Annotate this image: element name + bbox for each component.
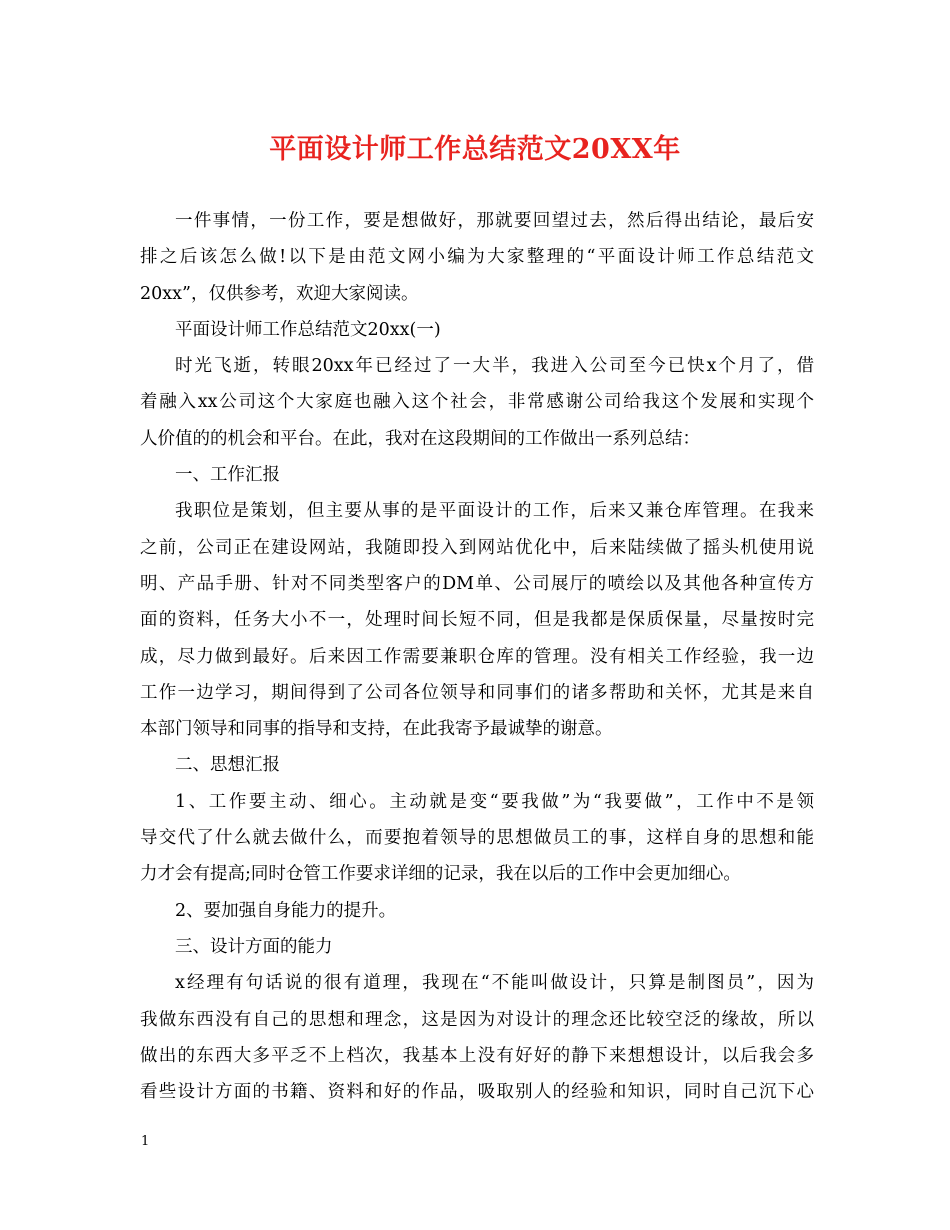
body-line: 明、产品手册、针对不同类型客户的DM单、公司展厅的喷绘以及其他各种宣传方 [140,573,814,594]
body-line: 一件事情，一份工作，要是想做好，那就要回望过去，然后得出结论，最后安 [175,211,814,231]
body-line: 看些设计方面的书籍、资料和好的作品，吸取别人的经验和知识，同时自己沉下心 [140,1082,814,1103]
document-body [140,203,814,1110]
document-title: 平面设计师工作总结范文20XX年 [269,134,681,165]
body-line: 我职位是策划，但主要从事的是平面设计的工作，后来又兼仓库管理。在我来 [175,501,814,522]
page-number: 1 [141,1134,150,1149]
body-line: 1、工作要主动、细心。主动就是变“要我做”为“我要做”，工作中不是领 [175,791,814,812]
body-line: 成，尽力做到最好。后来因工作需要兼职仓库的管理。没有相关工作经验，我一边 [140,646,814,667]
body-line: 本部门领导和同事的指导和支持，在此我寄予最诚挚的谢意。 [140,719,613,740]
body-line: 之前，公司正在建设网站，我随即投入到网站优化中，后来陆续做了摇头机使用说 [140,537,814,558]
body-line: 力才会有提高;同时仓管工作要求详细的记录，我在以后的工作中会更加细心。 [140,864,741,885]
body-line: 做出的东西大多平乏不上档次，我基本上没有好好的静下来想想设计，以后我会多 [140,1045,814,1066]
body-line: 2、要加强自身能力的提升。 [175,900,397,921]
body-line: 着融入xx公司这个大家庭也融入这个社会，非常感谢公司给我这个发展和实现个 [140,392,814,413]
body-line: 人价值的的机会和平台。在此，我对在这段期间的工作做出一系列总结： [140,428,700,449]
body-line: 面的资料，任务大小不一，处理时间长短不同，但是我都是保质保量，尽量按时完 [140,610,814,631]
section-heading: 二、思想汇报 [175,755,280,776]
section-heading: 一、工作汇报 [175,465,280,486]
body-line: 20xx”，仅供参考，欢迎大家阅读。 [140,283,419,304]
body-line: 导交代了什么就去做什么，而要抱着领导的思想做员工的事，这样自身的思想和能 [140,828,814,849]
section-heading: 三、设计方面的能力 [175,936,333,957]
body-line: 排之后该怎么做!以下是由范文网小编为大家整理的“平面设计师工作总结范文 [140,247,814,268]
body-line: 工作一边学习，期间得到了公司各位领导和同事们的诸多帮助和关怀，尤其是来自 [140,682,814,703]
body-line: 时光飞逝，转眼20xx年已经过了一大半，我进入公司至今已快x个月了，借 [175,356,814,377]
body-line: x经理有句话说的很有道理，我现在“不能叫做设计，只算是制图员”，因为 [175,973,814,994]
section-heading: 平面设计师工作总结范文20xx(一) [175,319,441,340]
body-line: 我做东西没有自己的思想和理念，这是因为对设计的理念还比较空泛的缘故，所以 [140,1009,814,1030]
